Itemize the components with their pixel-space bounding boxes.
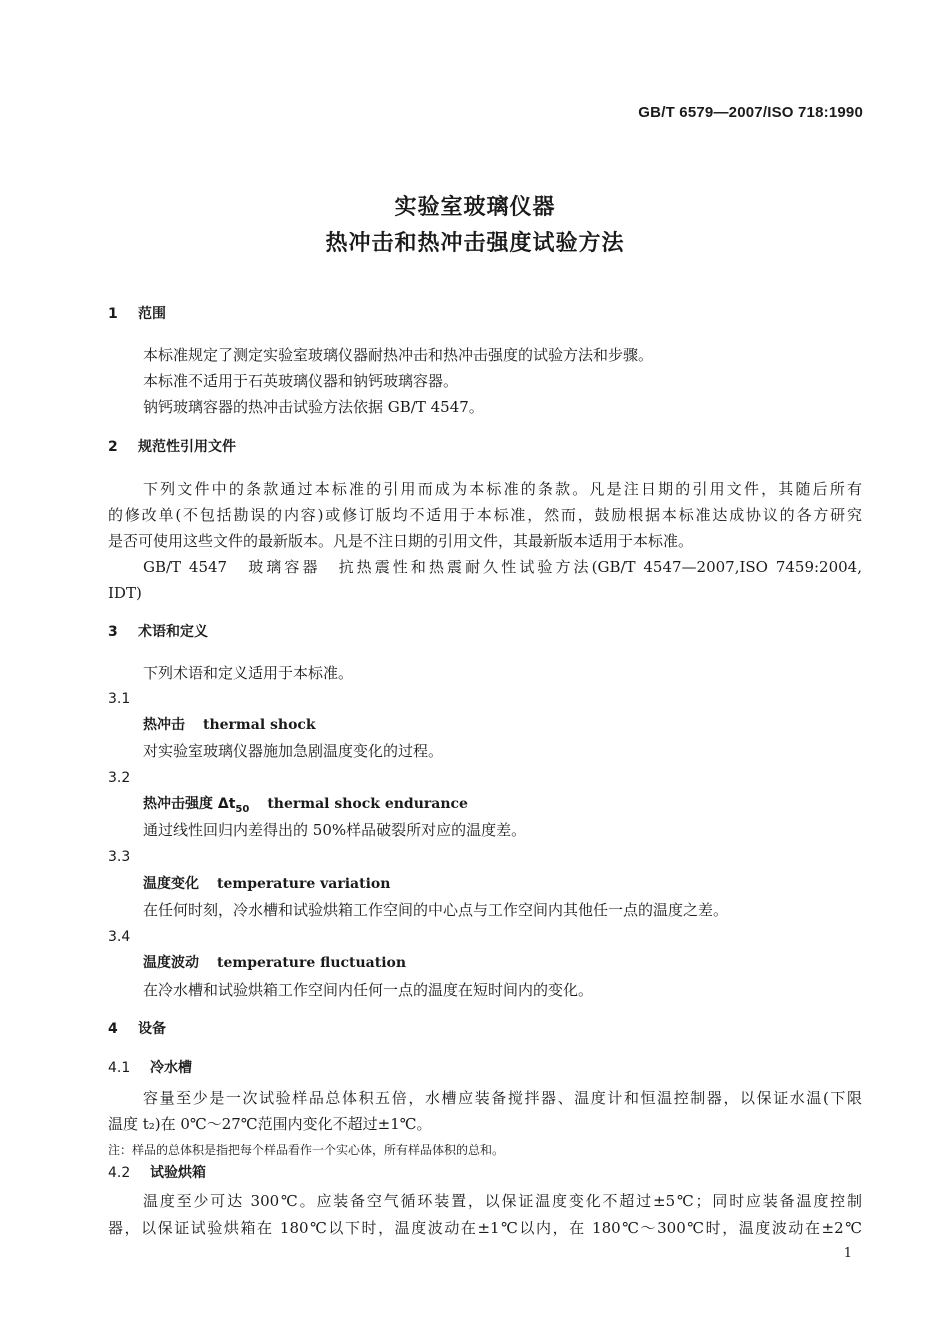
paragraph-line: 是否可使用这些文件的最新版本。凡是不注日期的引用文件，其最新版本适用于本标准。: [108, 532, 694, 550]
term-heading: [143, 953, 406, 973]
document-title-line1: 实验室玻璃仪器: [394, 195, 556, 220]
term-definition: 在任何时刻，冷水槽和试验烘箱工作空间的中心点与工作空间内其他任一点的温度之差。: [143, 901, 729, 919]
section-number: 2: [108, 439, 118, 455]
section-number: 1: [108, 306, 118, 322]
paragraph: 钠钙玻璃容器的热冲击试验方法依据 GB/T 4547。: [143, 398, 484, 416]
term-cn: 热冲击: [143, 717, 185, 733]
subsection-4-2-heading: [108, 1163, 206, 1183]
paragraph: 下列术语和定义适用于本标准。: [143, 664, 354, 682]
paragraph-line: 容量至少是一次试验样品总体积五倍，水槽应装备搅拌器、温度计和恒温控制器，以保证水温(下限: [143, 1089, 862, 1107]
subsection-title: 试验烘箱: [150, 1165, 206, 1181]
term-cn: 温度变化: [143, 876, 199, 892]
section-number: 4: [108, 1021, 118, 1037]
subsection-number: 3.2: [108, 770, 131, 786]
document-title-line2: 热冲击和热冲击强度试验方法: [325, 231, 625, 256]
term-cn: 温度波动: [143, 955, 199, 971]
paragraph-line: 温度 t₂)在 0℃～27℃范围内变化不超过±1℃。: [108, 1115, 432, 1133]
section-title: 设备: [138, 1021, 166, 1037]
subsection-number: 3.1: [108, 691, 131, 707]
paragraph-line: 器，以保证试验烘箱在 180℃以下时，温度波动在±1℃以内，在 180℃～300℃时，温度波动在±2℃: [108, 1219, 862, 1237]
paragraph-line: 温度至少可达 300℃。应装备空气循环装置，以保证温度变化不超过±5℃；同时应装备温度控制: [143, 1192, 862, 1210]
term-en: temperature variation: [217, 876, 391, 892]
section-3-heading: [108, 622, 208, 642]
section-title: 范围: [138, 306, 166, 322]
term-definition: 通过线性回归内差得出的 50%样品破裂所对应的温度差。: [143, 821, 527, 839]
subsection-number: 3.4: [108, 929, 131, 945]
subsection-number: 3.3: [108, 849, 131, 865]
term-subscript: 50: [235, 803, 250, 815]
term-heading: [143, 715, 316, 735]
section-number: 3: [108, 624, 118, 640]
standard-number: GB/T 6579—2007/ISO 718:1990: [638, 104, 863, 121]
section-1-heading: [108, 304, 166, 324]
term-definition: 对实验室玻璃仪器施加急剧温度变化的过程。: [143, 742, 444, 760]
term-heading: [143, 874, 390, 894]
section-title: 规范性引用文件: [138, 439, 236, 455]
term-cn: 热冲击强度 Δt: [143, 796, 236, 812]
section-title: 术语和定义: [138, 624, 208, 640]
paragraph-line: 下列文件中的条款通过本标准的引用而成为本标准的条款。凡是注日期的引用文件，其随后所有: [143, 480, 862, 498]
reference-entry-cont: IDT): [108, 584, 142, 602]
term-definition: 在冷水槽和试验烘箱工作空间内任何一点的温度在短时间内的变化。: [143, 981, 594, 999]
section-2-heading: [108, 437, 236, 457]
paragraph: 本标准规定了测定实验室玻璃仪器耐热冲击和热冲击强度的试验方法和步骤。: [143, 346, 654, 364]
term-en: thermal shock: [203, 717, 316, 733]
subsection-4-1-heading: [108, 1058, 192, 1078]
subsection-title: 冷水槽: [150, 1060, 192, 1076]
section-4-heading: [108, 1019, 166, 1039]
paragraph-line: 的修改单(不包括勘误的内容)或修订版均不适用于本标准，然而，鼓励根据本标准达成协议的各方研究: [108, 506, 862, 524]
subsection-number: 4.1: [108, 1060, 131, 1076]
paragraph: 本标准不适用于石英玻璃仪器和钠钙玻璃容器。: [143, 372, 459, 390]
page-number: 1: [843, 1246, 852, 1261]
subsection-number: 4.2: [108, 1165, 131, 1181]
reference-entry: GB/T 4547 玻璃容器 抗热震性和热震耐久性试验方法(GB/T 4547—2007,ISO 7459:2004,: [143, 558, 862, 576]
term-en: temperature fluctuation: [217, 955, 407, 971]
term-heading: [143, 794, 468, 820]
term-en: thermal shock endurance: [267, 796, 468, 812]
note: 注：样品的总体积是指把每个样品看作一个实心体，所有样品体积的总和。: [108, 1143, 505, 1157]
